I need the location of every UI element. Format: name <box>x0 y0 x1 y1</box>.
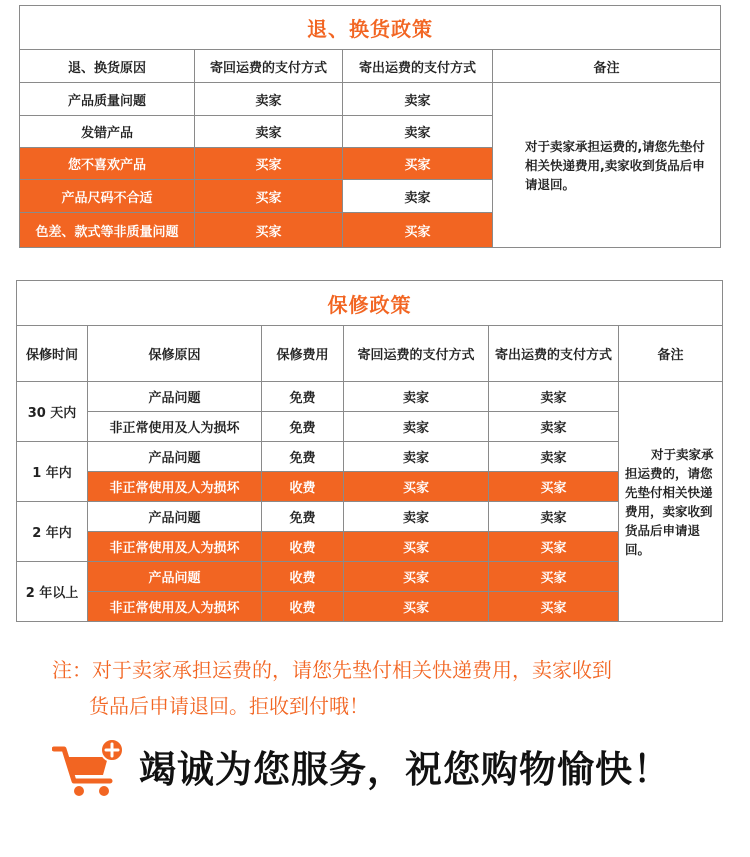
return-fee-cell: 卖家 <box>195 83 343 116</box>
ship-fee-cell: 卖家 <box>489 412 619 442</box>
col-header-reason: 保修原因 <box>88 326 262 382</box>
table-row <box>20 83 721 116</box>
col-header-note: 备注 <box>619 326 723 382</box>
cost-cell: 收费 <box>262 472 344 502</box>
reason-cell: 非正常使用及人为损坏 <box>88 592 262 622</box>
cost-cell: 收费 <box>262 562 344 592</box>
return-fee-cell: 买家 <box>344 592 489 622</box>
return-fee-cell: 卖家 <box>195 116 343 148</box>
return-fee-cell: 卖家 <box>344 412 489 442</box>
reason-cell: 产品问题 <box>88 382 262 412</box>
ship-fee-cell: 买家 <box>489 592 619 622</box>
col-header-reason: 退、换货原因 <box>20 50 195 83</box>
footnote-line-2: 货品后申请退回。拒收到付哦！ <box>89 694 369 718</box>
table-row <box>17 472 723 502</box>
reason-cell: 非正常使用及人为损坏 <box>88 472 262 502</box>
footnote-line-1: 注：对于卖家承担运费的，请您先垫付相关快递费用，卖家收到 <box>52 658 612 682</box>
shopping-cart-plus-icon <box>52 737 126 801</box>
return-fee-cell: 卖家 <box>344 502 489 532</box>
return-policy-note: 对于卖家承担运费的,请您先垫付相关快递费用,卖家收到货品后申请退回。 <box>493 83 721 248</box>
table-row <box>17 592 723 622</box>
ship-fee-cell: 卖家 <box>343 180 493 213</box>
reason-cell: 产品问题 <box>88 562 262 592</box>
footnote <box>52 652 732 724</box>
return-fee-cell: 买家 <box>344 562 489 592</box>
warranty-policy-table <box>16 280 723 622</box>
return-fee-cell: 买家 <box>344 472 489 502</box>
reason-cell: 您不喜欢产品 <box>20 148 195 180</box>
col-header-return-fee: 寄回运费的支付方式 <box>344 326 489 382</box>
ship-fee-cell: 卖家 <box>489 382 619 412</box>
return-policy-title: 退、换货政策 <box>20 6 721 50</box>
period-cell: 1 年内 <box>17 442 88 502</box>
reason-cell: 非正常使用及人为损坏 <box>88 412 262 442</box>
return-fee-cell: 买家 <box>344 532 489 562</box>
reason-cell: 非正常使用及人为损坏 <box>88 532 262 562</box>
ship-fee-cell: 卖家 <box>489 442 619 472</box>
return-fee-cell: 卖家 <box>344 382 489 412</box>
table-row <box>17 382 723 412</box>
col-header-ship-fee: 寄出运费的支付方式 <box>489 326 619 382</box>
ship-fee-cell: 买家 <box>489 472 619 502</box>
cost-cell: 免费 <box>262 412 344 442</box>
return-policy-table <box>19 5 721 248</box>
ship-fee-cell: 卖家 <box>343 116 493 148</box>
return-fee-cell: 买家 <box>195 180 343 213</box>
table-row <box>17 532 723 562</box>
col-header-ship-fee: 寄出运费的支付方式 <box>343 50 493 83</box>
ship-fee-cell: 买家 <box>489 532 619 562</box>
reason-cell: 产品质量问题 <box>20 83 195 116</box>
ship-fee-cell: 卖家 <box>343 83 493 116</box>
table-row <box>17 412 723 442</box>
warranty-policy-title: 保修政策 <box>17 281 723 326</box>
table-row <box>17 502 723 532</box>
ship-fee-cell: 买家 <box>489 562 619 592</box>
cost-cell: 免费 <box>262 442 344 472</box>
ship-fee-cell: 买家 <box>343 148 493 180</box>
slogan: 竭诚为您服务，祝您购物愉快！ <box>139 748 671 791</box>
warranty-policy-note: 对于卖家承担运费的，请您先垫付相关快递费用，卖家收到货品后申请退回。 <box>619 382 723 622</box>
return-fee-cell: 买家 <box>195 148 343 180</box>
col-header-period: 保修时间 <box>17 326 88 382</box>
reason-cell: 发错产品 <box>20 116 195 148</box>
col-header-cost: 保修费用 <box>262 326 344 382</box>
reason-cell: 产品问题 <box>88 442 262 472</box>
cost-cell: 收费 <box>262 592 344 622</box>
ship-fee-cell: 卖家 <box>489 502 619 532</box>
table-row <box>17 442 723 472</box>
period-cell: 2 年内 <box>17 502 88 562</box>
col-header-note: 备注 <box>493 50 721 83</box>
ship-fee-cell: 买家 <box>343 213 493 248</box>
period-cell: 30 天内 <box>17 382 88 442</box>
period-cell: 2 年以上 <box>17 562 88 622</box>
reason-cell: 产品尺码不合适 <box>20 180 195 213</box>
return-fee-cell: 卖家 <box>344 442 489 472</box>
col-header-return-fee: 寄回运费的支付方式 <box>195 50 343 83</box>
reason-cell: 色差、款式等非质量问题 <box>20 213 195 248</box>
table-row <box>17 562 723 592</box>
cost-cell: 免费 <box>262 382 344 412</box>
cost-cell: 收费 <box>262 532 344 562</box>
return-fee-cell: 买家 <box>195 213 343 248</box>
cost-cell: 免费 <box>262 502 344 532</box>
reason-cell: 产品问题 <box>88 502 262 532</box>
